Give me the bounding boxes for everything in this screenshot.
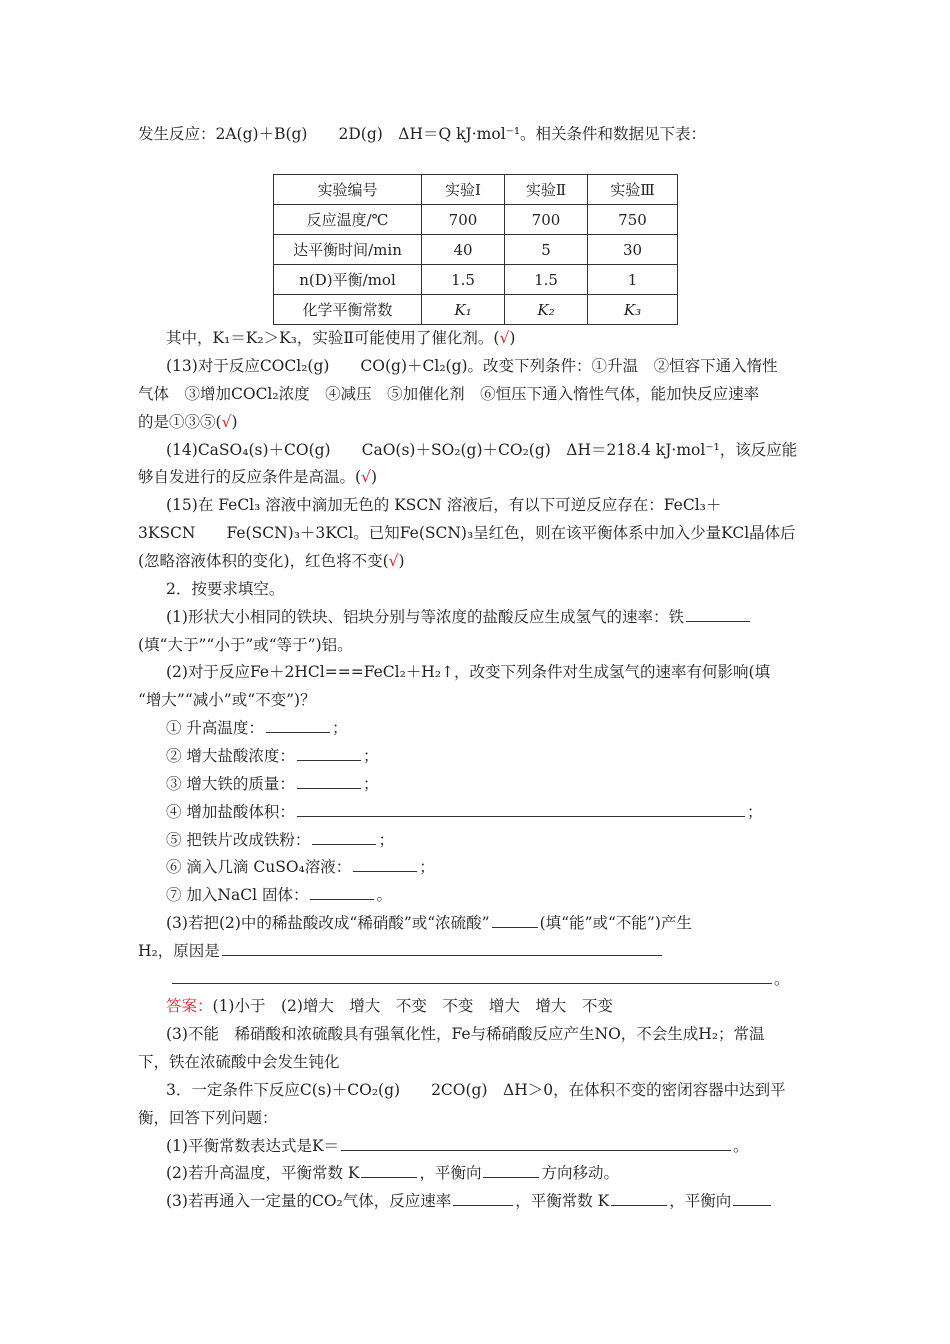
check-mark: √ (221, 413, 232, 431)
answer-blank[interactable] (492, 913, 538, 928)
question-line: H₂，原因是 (138, 941, 664, 961)
table-header-cell: 实验Ⅱ (505, 175, 588, 205)
statement-line: (14)CaSO₄(s)＋CO(g) CaO(s)＋SO₂(g)＋CO₂(g) ΔH＝218.4 kJ·mol⁻¹，该反应能 (166, 441, 798, 459)
check-mark: √ (361, 468, 371, 486)
check-mark: √ (499, 329, 510, 347)
table-cell: 化学平衡常数 (274, 295, 422, 325)
table-row (274, 205, 678, 235)
statement-line: 其中，K₁＝K₂＞K₃，实验Ⅱ可能使用了催化剂。(√) (166, 329, 516, 347)
table-header-row (274, 175, 678, 205)
answer-blank[interactable] (611, 1191, 667, 1206)
table-cell: 5 (505, 235, 588, 265)
table-cell: 700 (505, 205, 588, 235)
answer-blank[interactable] (686, 607, 750, 622)
question-line: (2)对于反应Fe＋2HCl===FeCl₂＋H₂↑，改变下列条件对生成氢气的速率有何影响(填 (166, 663, 771, 681)
statement-line: 气体 ③增加COCl₂浓度 ④减压 ⑤加催化剂 ⑥恒压下通入惰性气体，能加快反应速率 (138, 385, 760, 403)
list-item: ③ 增大铁的质量： ； (166, 775, 379, 793)
answer-blank[interactable] (312, 830, 376, 845)
answer-blank[interactable] (297, 774, 361, 789)
question-line: (3)若把(2)中的稀盐酸改成“稀硝酸”或“浓硫酸” (填“能”或“不能”)产生 (166, 914, 692, 932)
table-cell: K₂ (505, 295, 588, 325)
answer-blank[interactable] (361, 1163, 417, 1178)
table-cell: K₃ (588, 295, 678, 325)
answer-blank[interactable] (733, 1191, 771, 1206)
answer-line: (3)不能 稀硝酸和浓硫酸具有强氧化性，Fe与稀硝酸反应产生NO，不会生成H₂；常温 (166, 1025, 765, 1043)
table-row (274, 235, 678, 265)
question-line: (2)若升高温度，平衡常数 K ，平衡向 方向移动。 (166, 1164, 619, 1182)
question-heading: 2．按要求填空。 (166, 580, 285, 598)
answer-blank[interactable] (266, 718, 330, 733)
answer-blank[interactable] (353, 857, 417, 872)
statement-line: 够自发进行的反应条件是高温。(√) (138, 468, 378, 486)
answer-blank[interactable] (483, 1163, 539, 1178)
table-row (274, 295, 678, 325)
question-line: (1)平衡常数表达式是K＝ 。 (166, 1137, 749, 1155)
list-item: ⑦ 加入NaCl 固体： 。 (166, 886, 392, 904)
table-cell: 反应温度/℃ (274, 205, 422, 235)
statement-line: (13)对于反应COCl₂(g) CO(g)＋Cl₂(g)。改变下列条件：①升温 ②恒容下通入惰性 (166, 357, 778, 375)
table-header-cell: 实验编号 (274, 175, 422, 205)
answer-blank[interactable] (297, 802, 745, 817)
table-cell: n(D)平衡/mol (274, 265, 422, 295)
table-cell: 1 (588, 265, 678, 295)
question-line: (1)形状大小相同的铁块、铝块分别与等浓度的盐酸反应生成氢气的速率：铁 (166, 607, 752, 627)
list-item: ② 增大盐酸浓度： ； (166, 747, 379, 765)
question-line: 衡，回答下列问题： (138, 1109, 278, 1127)
list-item: ⑤ 把铁片改成铁粉： ； (166, 831, 394, 849)
table-cell: 1.5 (505, 265, 588, 295)
list-item: ① 升高温度： ； (166, 719, 348, 737)
answer-blank[interactable] (310, 885, 374, 900)
answer-blank[interactable] (453, 1191, 513, 1206)
question-line: (填“大于”“小于”或“等于”)铝。 (138, 636, 353, 654)
check-mark: √ (388, 552, 399, 570)
answer-blank[interactable] (172, 969, 772, 984)
question-line: “增大”“减小”或“不变”)？ (138, 691, 316, 709)
question-heading: 3．一定条件下反应C(s)＋CO₂(g) 2CO(g) ΔH＞0，在体积不变的密闭容器中达到平 (166, 1081, 786, 1099)
answer-blank[interactable] (341, 1136, 731, 1151)
table-cell: 达平衡时间/min (274, 235, 422, 265)
table-row (274, 265, 678, 295)
list-item: ⑥ 滴入几滴 CuSO₄溶液： ； (166, 858, 435, 876)
answer-blank[interactable] (297, 746, 361, 761)
table-cell: 750 (588, 205, 678, 235)
question-line: 。 (138, 969, 790, 989)
table-header-cell: 实验Ⅲ (588, 175, 678, 205)
answer-line: 下，铁在浓硫酸中会发生钝化 (138, 1053, 340, 1071)
table-cell: K₁ (422, 295, 505, 325)
experiment-table (273, 174, 678, 325)
table-header-cell: 实验Ⅰ (422, 175, 505, 205)
statement-line: 的是①③⑤(√) (138, 413, 238, 431)
answer-blank[interactable] (222, 941, 662, 956)
statement-line: (忽略溶液体积的变化)，红色将不变(√) (138, 552, 405, 570)
table-cell: 1.5 (422, 265, 505, 295)
table-cell: 700 (422, 205, 505, 235)
answer-label: 答案： (166, 997, 213, 1015)
table-cell: 40 (422, 235, 505, 265)
statement-line: (15)在 FeCl₃ 溶液中滴加无色的 KSCN 溶液后，有以下可逆反应存在：FeCl₃＋ (166, 496, 722, 514)
question-line: (3)若再通入一定量的CO₂气体，反应速率 ，平衡常数 K ，平衡向 (166, 1191, 773, 1211)
list-item: ④ 增加盐酸体积： ； (166, 803, 763, 821)
statement-line: 3KSCN Fe(SCN)₃＋3KCl。已知Fe(SCN)₃呈红色，则在该平衡体系中加入少量KCl晶体后 (138, 524, 796, 542)
table-cell: 30 (588, 235, 678, 265)
intro-line: 发生反应：2A(g)＋B(g) 2D(g) ΔH＝Q kJ·mol⁻¹。相关条件和数据见下表： (138, 125, 707, 143)
answer-line: 答案：(1)小于 (2)增大 增大 不变 不变 增大 增大 不变 (166, 997, 613, 1015)
